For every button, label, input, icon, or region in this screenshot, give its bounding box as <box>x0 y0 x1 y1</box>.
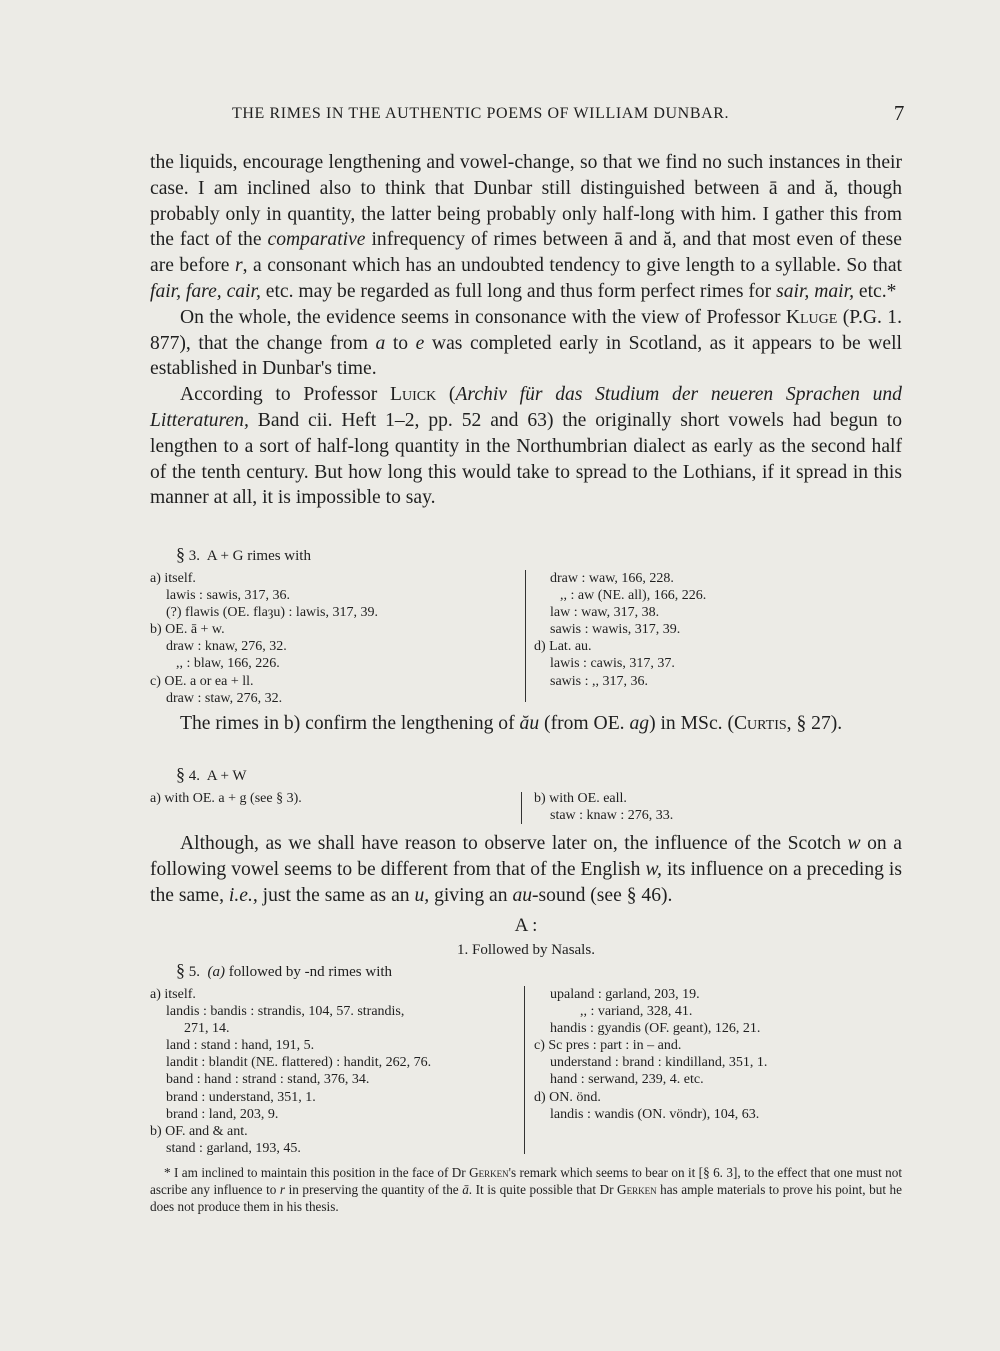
column-divider <box>524 986 525 1154</box>
paragraph-rimes-in-b: The rimes in b) confirm the lengthening of ău (from OE. ag) in MSc. (Curtis, § 27). <box>180 713 843 734</box>
section-3-right-column: draw : waw, 166, 228. ,, : aw (NE. all), 166, 226. law : waw, 317, 38. sawis : wawis, 317, 39. d) Lat. au. lawis : cawis, 317, 37. sawis : ,, 317, 36. <box>534 571 707 689</box>
section-3-heading: § 3. A + G rimes with <box>176 544 311 564</box>
section-3-left-column: a) itself. lawis : sawis, 317, 36. (?) flawis (OE. flaȝu) : lawis, 317, 39. b) OE. ā + w. draw : knaw, 276, 32. ,, : blaw, 166, 226. c) OE. a or ea + ll. draw : staw, 276, 32. <box>150 571 378 706</box>
footnote: * I am inclined to maintain this position in the face of Dr Gerken's remark which seems to bear on it [§ 6. 3], to the effect that one must not ascribe any influence to r in preserving the quantity of the ā. It is quite possible that Dr Gerken has ample materials to prove his point, but he does not produce them in his thesis. <box>150 1165 902 1215</box>
section-4-right-column: b) with OE. eall. staw : knaw : 276, 33. <box>534 791 674 824</box>
running-title: THE RIMES IN THE AUTHENTIC POEMS OF WILLIAM DUNBAR. <box>232 105 730 122</box>
subheading-a: A : <box>514 915 538 936</box>
column-divider <box>525 570 526 702</box>
section-5-left-column: a) itself. landis : bandis : strandis, 104, 57. strandis, 271, 14. land : stand : hand, 191, 5. landit : blandit (NE. flattered) : handit, 262, 76. band : hand : strand : stand, 376, 34. brand : understand, 351, 1. brand : land, 203, 9. b) OF. and & ant. stand : garland, 193, 45. <box>150 987 432 1156</box>
paragraph-scotch-w: Although, as we shall have reason to observe later on, the influence of the Scotch w on a following vowel seems to be different from that of the English w, its influence on a preceding is the same, i.e., just the same as an u, giving an au-sound (see § 46). <box>150 833 902 906</box>
body-text-top <box>150 150 902 511</box>
section-4-heading: § 4. A + W <box>176 764 247 784</box>
section-5-right-column: upaland : garland, 203, 19. ,, : variand, 328, 41. handis : gyandis (OF. geant), 126, 21. c) Sc pres : part : in – and. understand : brand : kindilland, 351, 1. hand : serwand, 239, 4. etc. d) ON. önd. landis : wandis (ON. vöndr), 104, 63. <box>534 987 768 1122</box>
subheading-nasals: 1. Followed by Nasals. <box>457 942 595 958</box>
page-number: 7 <box>893 101 905 125</box>
section-5-heading: § 5. (a) followed by -nd rimes with <box>176 960 393 980</box>
paragraph-kluge: On the whole, the evidence seems in consonance with the view of Professor Kluge (P.G. 1. 877), that the change from a to e was completed early in Scotland, as it appears to be well established in Dunbar's time. <box>150 306 902 380</box>
paragraph-continuation: the liquids, encourage lengthening and vowel-change, so that we find no such instances in their case. I am inclined also to think that Dunbar still distinguished between ā and ă, though probably only in quantity, the latter being probably only half-long with him. I gather this from the fact of the comparative infrequency of rimes between ā and ă, and that most even of these are before r, a consonant which has an undoubted tendency to give length to a syllable. So that fair, fare, cair, etc. may be regarded as full long and thus form perfect rimes for sair, mair, etc.* <box>150 152 902 302</box>
column-divider <box>521 792 522 824</box>
paragraph-luick: According to Professor Luick (Archiv für das Studium der neueren Sprachen und Litteraturen, Band cii. Heft 1–2, pp. 52 and 63) the originally short vowels had begun to lengthen to a sort of half-long quantity in the Northumbrian dialect as early as the second half of the tenth century. But how long this would take to spread to the Lothians, if it spread in this manner at all, it is impossible to say. <box>150 384 902 509</box>
section-4-left-column: a) with OE. a + g (see § 3). <box>150 791 302 806</box>
